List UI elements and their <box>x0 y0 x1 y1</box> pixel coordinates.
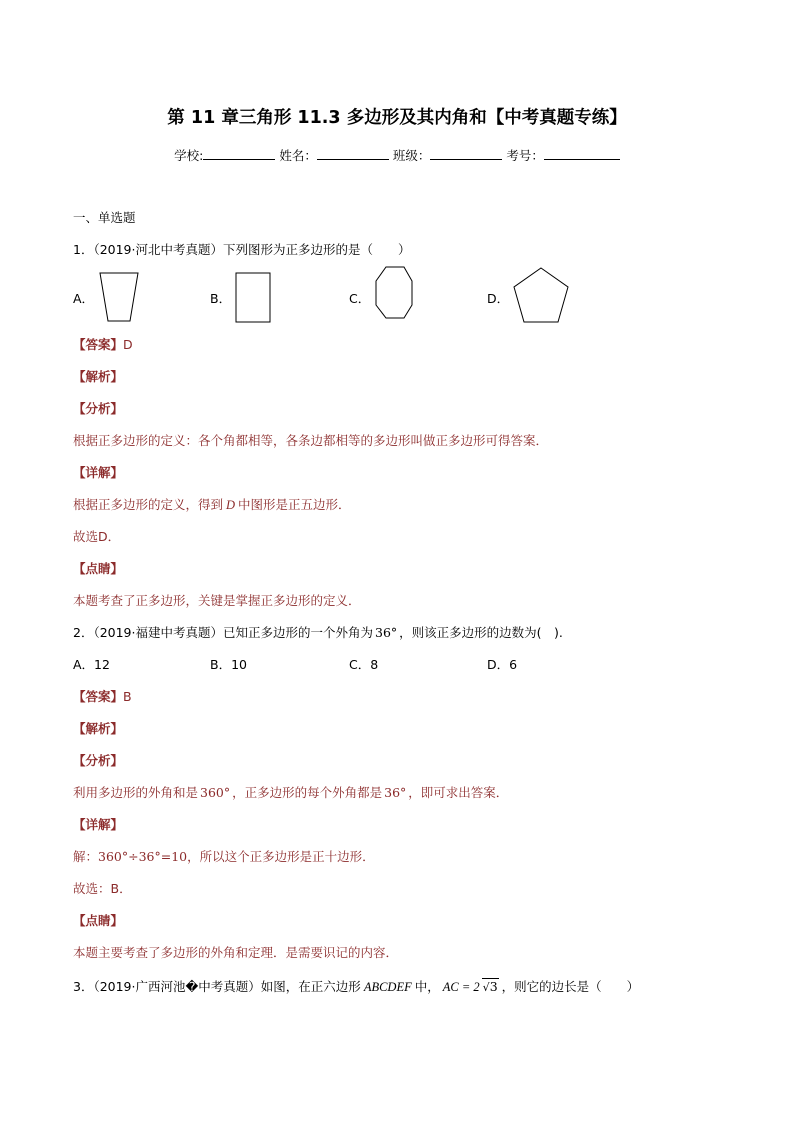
q2-fenxi-2: ，正多边形的每个外角都是 <box>232 785 383 800</box>
q1-option-b-label: B． <box>210 291 232 306</box>
q3-stem-pre: 3．（2019·广西河池�中考真题）如图，在正六边形 <box>73 979 361 994</box>
page-title: 第 11 章三角形 11.3 多边形及其内角和【中考真题专练】 <box>167 108 627 128</box>
octagon-figure <box>370 263 420 323</box>
q2-fenxi-text <box>73 783 508 801</box>
q2-stem-pre: 2．（2019·福建中考真题）已知正多边形的一个外角为 <box>73 625 373 640</box>
answer-value: B <box>123 689 132 704</box>
name-label: 姓名： <box>279 148 317 163</box>
q2-option-d: D．6 <box>487 657 518 672</box>
q1-option-a-label: A． <box>73 291 95 306</box>
q2-fenxi-tag: 【分析】 <box>73 753 124 768</box>
class-label: 班级： <box>392 148 431 163</box>
q2-xiangjie-post: ，所以这个正多边形是正十边形． <box>187 849 375 864</box>
q1-xiangjie-text <box>73 495 351 513</box>
q1-answer <box>73 335 133 353</box>
q1-dianjing-tag: 【点睛】 <box>73 561 124 576</box>
q2-xiangjie-text <box>73 847 375 865</box>
q2-stem <box>73 623 563 641</box>
q1-xiangjie-pre: 根据正多边形的定义，得到 <box>73 497 224 512</box>
sqrt-radicand: √3 <box>482 979 498 994</box>
q1-xiangjie-post: 中图形是正五边形． <box>238 497 351 512</box>
q3-stem-eq: AC = 2 <box>442 980 480 994</box>
name-blank[interactable] <box>317 146 389 160</box>
q2-option-c: C．8 <box>349 657 379 672</box>
answer-tag: 【答案】 <box>73 337 124 352</box>
q1-xiangjie-var: D <box>226 498 236 512</box>
q1-fenxi-tag: 【分析】 <box>73 401 124 416</box>
student-info-line <box>0 146 794 164</box>
q2-fenxi-v2: 36° <box>384 785 407 800</box>
pentagon-figure <box>510 264 572 328</box>
q2-choose: 故选：B． <box>73 881 132 896</box>
rectangle-figure <box>232 270 276 326</box>
q3-stem-var: ABCDEF <box>363 980 412 994</box>
number-label: 考号： <box>506 148 544 163</box>
q1-jiexi-tag: 【解析】 <box>73 369 124 384</box>
q2-dianjing-tag: 【点睛】 <box>73 913 124 928</box>
q2-xiangjie-tag: 【详解】 <box>73 817 124 832</box>
q2-dianjing-text: 本题主要考查了多边形的外角和定理．是需要识记的内容． <box>73 945 399 960</box>
number-blank[interactable] <box>544 146 620 160</box>
q1-xiangjie-tag: 【详解】 <box>73 465 124 480</box>
q1-dianjing-text: 本题考查了正多边形，关键是掌握正多边形的定义． <box>73 593 361 608</box>
school-label: 学校: <box>174 148 204 163</box>
section-heading: 一、单选题 <box>73 210 136 225</box>
q2-fenxi-1: 利用多边形的外角和是 <box>73 785 199 800</box>
q3-stem-post: ，则它的边长是（ ） <box>501 979 640 994</box>
q2-xiangjie-calc: 360°÷36°=10 <box>98 849 188 864</box>
class-blank[interactable] <box>430 146 502 160</box>
q2-option-b: B．10 <box>210 657 247 672</box>
q3-stem-sqrt: 3 <box>489 979 498 994</box>
trapezoid-figure <box>96 270 146 326</box>
q1-option-d-label: D． <box>487 291 510 306</box>
q2-answer <box>73 687 132 705</box>
q3-stem <box>73 977 639 995</box>
q2-stem-angle: 36° <box>375 625 398 640</box>
q2-fenxi-v1: 360° <box>200 785 231 800</box>
q1-option-c-label: C． <box>349 291 371 306</box>
q2-jiexi-tag: 【解析】 <box>73 721 124 736</box>
answer-tag: 【答案】 <box>73 689 124 704</box>
answer-value: D <box>123 337 133 352</box>
q1-choose: 故选D． <box>73 529 121 544</box>
q2-stem-post: ，则该正多边形的边数为( ). <box>399 625 563 640</box>
q2-fenxi-3: ，即可求出答案． <box>408 785 509 800</box>
q3-stem-mid: 中， <box>414 979 440 994</box>
school-blank[interactable] <box>203 146 275 160</box>
q2-option-a: A．12 <box>73 657 110 672</box>
q2-xiangjie-pre: 解： <box>73 849 99 864</box>
q1-fenxi-text: 根据正多边形的定义：各个角都相等，各条边都相等的多边形叫做正多边形可得答案． <box>73 433 549 448</box>
q1-stem: 1．（2019·河北中考真题）下列图形为正多边形的是（ ） <box>73 242 411 257</box>
